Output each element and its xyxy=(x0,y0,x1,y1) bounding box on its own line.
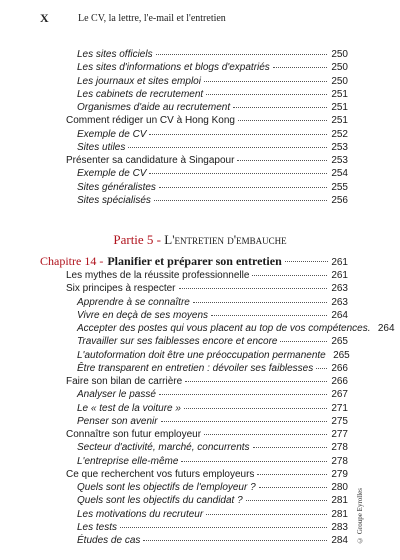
toc-entry-title: Sites généralistes xyxy=(77,181,156,193)
toc-entry-page: 275 xyxy=(331,415,348,427)
toc-entry xyxy=(66,101,348,114)
toc-entry xyxy=(66,61,348,74)
leader-dots xyxy=(149,173,327,174)
chapter-page: 261 xyxy=(331,257,348,268)
leader-dots xyxy=(156,54,327,55)
leader-dots xyxy=(246,500,327,501)
toc-entry-page: 251 xyxy=(331,88,348,100)
leader-dots xyxy=(181,461,327,462)
toc-entry-title: Travailler sur ses faiblesses encore et encore xyxy=(77,336,278,348)
toc-entry-title: L'autoformation doit être une préoccupation permanente xyxy=(77,349,326,361)
toc-entry xyxy=(66,468,348,481)
toc-entry-title: Sites utiles xyxy=(77,141,126,153)
leader-dots xyxy=(285,261,329,262)
toc-entry xyxy=(66,415,348,428)
toc-entry-title: Le « test de la voiture » xyxy=(77,402,181,414)
toc-entry-page: 263 xyxy=(331,296,348,308)
toc-entry-title: Comment rédiger un CV à Hong Kong xyxy=(66,115,235,127)
toc-entry xyxy=(66,455,348,468)
leader-dots xyxy=(204,81,327,82)
toc-entry-page: 252 xyxy=(331,128,348,140)
leader-dots xyxy=(184,408,327,409)
toc-entry xyxy=(66,349,348,362)
leader-dots xyxy=(206,94,327,95)
toc-entry-page: 281 xyxy=(331,495,348,507)
leader-dots xyxy=(185,381,327,382)
toc-entry-title: Ce que recherchent vos futurs employeurs xyxy=(66,468,255,480)
leader-dots xyxy=(179,288,328,289)
toc-entry-title: Exemple de CV xyxy=(77,168,147,180)
part-label: Partie 5 - xyxy=(113,232,165,247)
toc-entry-title: Être transparent en entretien : dévoiler ses faiblesses xyxy=(77,362,314,374)
toc-entry xyxy=(66,114,348,127)
toc-entry-title: Les mythes de la réussite professionnelle xyxy=(66,270,250,281)
toc-entry xyxy=(66,88,348,101)
toc-entry xyxy=(66,282,348,295)
toc-entry xyxy=(66,48,348,61)
toc-entry xyxy=(66,508,348,521)
leader-dots xyxy=(280,341,327,342)
toc-entry xyxy=(66,534,348,547)
toc-entry-page: 261 xyxy=(331,270,348,281)
toc-entry-page: 253 xyxy=(331,141,348,153)
toc-entry-title: Faire son bilan de carrière xyxy=(66,376,183,387)
leader-dots xyxy=(259,487,327,488)
toc-entry-title: Secteur d'activité, marché, concurrents xyxy=(77,442,250,454)
toc-entry-page: 251 xyxy=(331,102,348,113)
toc-entry-page: 267 xyxy=(331,389,348,401)
part-heading xyxy=(0,232,400,248)
toc-entry-title: Six principes à respecter xyxy=(66,283,176,295)
toc-entry xyxy=(66,481,348,494)
toc-entry-page: 265 xyxy=(331,336,348,348)
toc-entry xyxy=(66,141,348,154)
toc-entry-title: Penser son avenir xyxy=(77,415,158,427)
leader-dots xyxy=(204,434,327,435)
toc-entry xyxy=(66,441,348,454)
toc-entry-title: Études de cas xyxy=(77,535,141,546)
leader-dots xyxy=(253,447,327,448)
leader-dots xyxy=(237,160,327,161)
toc-entry-title: Les tests xyxy=(77,521,118,533)
toc-entry-page: 263 xyxy=(331,283,348,295)
leader-dots xyxy=(206,514,327,515)
toc-entry xyxy=(66,309,348,322)
toc-entry-page: 254 xyxy=(331,168,348,180)
toc-entry xyxy=(66,167,348,180)
toc-entry-page: 280 xyxy=(331,482,348,493)
toc-entry xyxy=(66,269,348,282)
running-title: Le CV, la lettre, l'e-mail et l'entretien xyxy=(78,13,226,24)
toc-entry-title: L'entreprise elle-même xyxy=(77,455,179,467)
chapter-label: Chapitre 14 - xyxy=(40,254,104,268)
toc-entry-title: Les motivations du recruteur xyxy=(77,508,204,520)
leader-dots xyxy=(211,315,327,316)
toc-entry-page: 278 xyxy=(331,442,348,454)
leader-dots xyxy=(273,67,327,68)
toc-entry-title: Les journaux et sites emploi xyxy=(77,75,201,87)
toc-entry xyxy=(66,521,348,534)
toc-section-top xyxy=(66,48,348,207)
toc-entry xyxy=(66,402,348,415)
toc-entry-page: 279 xyxy=(331,468,348,480)
leader-dots xyxy=(149,134,327,135)
leader-dots xyxy=(238,120,327,121)
part-name: L'entretien d'embauche xyxy=(164,232,287,247)
toc-entry-page: 250 xyxy=(331,49,348,60)
toc-entry-title: Sites spécialisés xyxy=(77,194,151,206)
toc-entry xyxy=(66,194,348,207)
toc-entry-page: 271 xyxy=(331,402,348,414)
toc-entry-page: 277 xyxy=(331,429,348,440)
toc-entry-title: Vivre en deçà de ses moyens xyxy=(77,309,209,321)
chapter-heading xyxy=(40,254,348,268)
toc-entry xyxy=(66,388,348,401)
toc-entry-page: 266 xyxy=(331,376,348,387)
toc-entry xyxy=(66,335,348,348)
leader-dots xyxy=(252,275,327,276)
toc-entry xyxy=(66,362,348,375)
toc-entry xyxy=(66,375,348,388)
toc-entry-title: Quels sont les objectifs de l'employeur ? xyxy=(77,482,256,493)
toc-entry-page: 264 xyxy=(331,309,348,321)
toc-entry-title: Les cabinets de recrutement xyxy=(77,88,204,100)
leader-dots xyxy=(159,394,327,395)
toc-entry-page: 253 xyxy=(331,155,348,166)
toc-entry-page: 251 xyxy=(331,115,348,127)
toc-entry-page: 278 xyxy=(331,455,348,467)
toc-entry xyxy=(66,75,348,88)
leader-dots xyxy=(193,302,327,303)
toc-entry-page: 250 xyxy=(331,75,348,87)
leader-dots xyxy=(120,527,327,528)
toc-entry-title: Les sites officiels xyxy=(77,49,153,60)
toc-entry-page: 283 xyxy=(331,521,348,533)
leader-dots xyxy=(316,368,327,369)
toc-entry-page: 264 xyxy=(377,323,395,334)
toc-entry xyxy=(66,322,395,335)
toc-entry-title: Organismes d'aide au recrutement xyxy=(77,102,231,113)
toc-entry-page: 266 xyxy=(331,362,348,374)
copyright-note: © Groupe Eyrolles xyxy=(356,488,364,544)
toc-entry-page: 256 xyxy=(331,194,348,206)
toc-entry xyxy=(66,296,348,309)
toc-entry xyxy=(66,428,348,441)
leader-dots xyxy=(233,107,327,108)
toc-entry-title: Présenter sa candidature à Singapour xyxy=(66,155,235,166)
leader-dots xyxy=(128,147,327,148)
toc-entry-page: 281 xyxy=(331,508,348,520)
toc-entry-title: Les sites d'informations et blogs d'expatriés xyxy=(77,62,270,74)
toc-entry-title: Analyser le passé xyxy=(77,389,156,401)
toc-entry xyxy=(66,154,348,167)
page-header xyxy=(40,13,360,29)
toc-entry xyxy=(66,494,348,507)
leader-dots xyxy=(257,474,327,475)
page-number: X xyxy=(40,11,49,25)
toc-entry-title: Quels sont les objectifs du candidat ? xyxy=(77,495,243,507)
toc-entry-page: 265 xyxy=(333,349,350,361)
toc-entry xyxy=(66,181,348,194)
toc-entry-title: Exemple de CV xyxy=(77,128,147,140)
leader-dots xyxy=(161,421,327,422)
toc-entry-page: 250 xyxy=(331,62,348,74)
chapter-title: Planifier et préparer son entretien xyxy=(107,254,282,268)
leader-dots xyxy=(143,540,327,541)
toc-entry-title: Apprendre à se connaître xyxy=(77,296,190,308)
toc-entry xyxy=(66,128,348,141)
toc-entry-page: 284 xyxy=(331,535,348,546)
leader-dots xyxy=(159,187,327,188)
toc-entry-title: Connaître son futur employeur xyxy=(66,429,202,440)
toc-entry-title: Accepter des postes qui vous placent au top de vos compétences. xyxy=(77,323,371,334)
toc-entry-page: 255 xyxy=(331,181,348,193)
leader-dots xyxy=(154,200,327,201)
